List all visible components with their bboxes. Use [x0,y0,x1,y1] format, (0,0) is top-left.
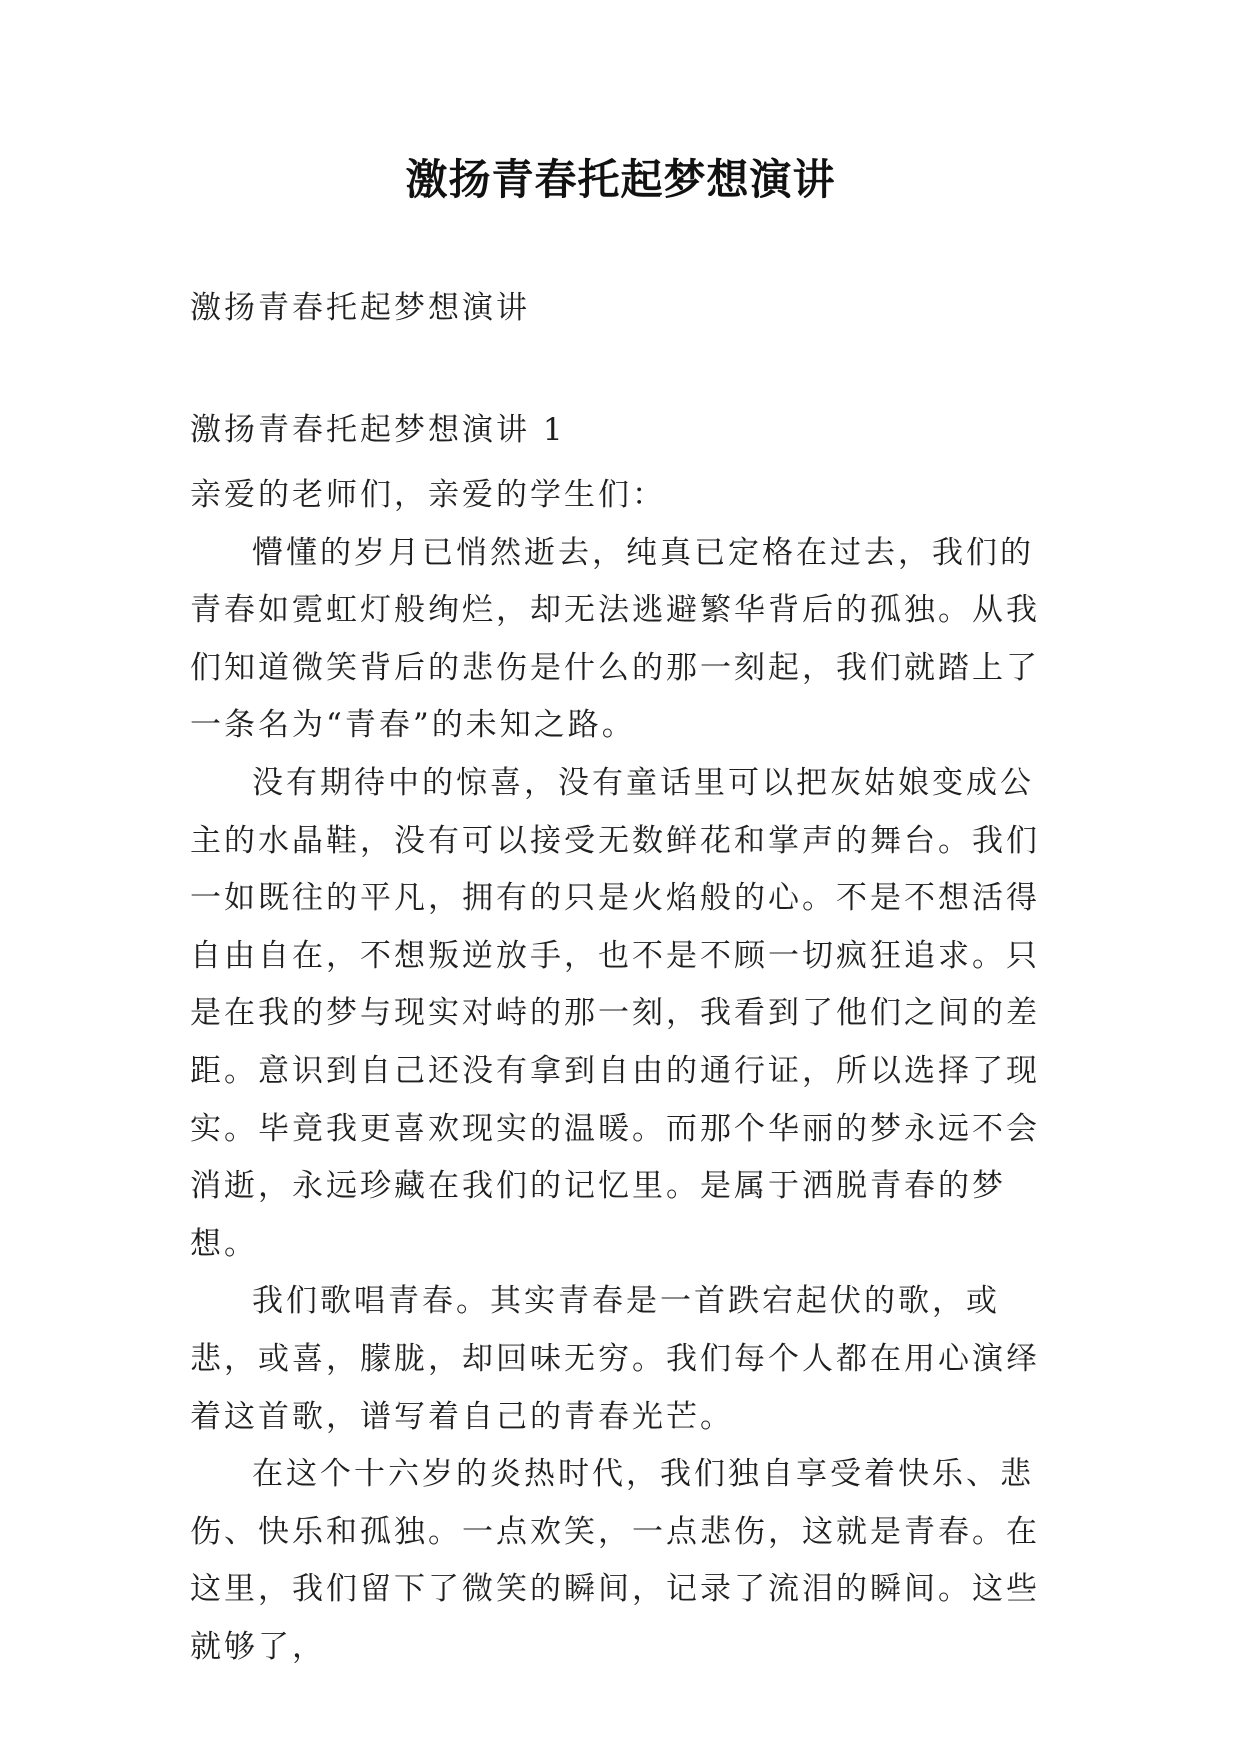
salutation: 亲爱的老师们，亲爱的学生们： [190,477,666,513]
paragraph: 我们歌唱青春。其实青春是一首跌宕起伏的歌，或悲，或喜，朦胧，却回味无穷。我们每个人都在用心演绎着这首歌，谱写着自己的青春光芒。 [190,1283,1040,1435]
document-subtitle: 激扬青春托起梦想演讲 [190,290,530,326]
page-title: 激扬青春托起梦想演讲 [405,155,836,204]
speech-body [190,467,1060,1676]
paragraph: 懵懂的岁月已悄然逝去，纯真已定格在过去，我们的青春如霓虹灯般绚烂，却无法逃避繁华背后的孤独。从我们知道微笑背后的悲伤是什么的那一刻起，我们就踏上了一条名为“青春”的未知之路。 [190,534,1040,744]
section-heading: 激扬青春托起梦想演讲 1 [190,412,566,448]
paragraph: 没有期待中的惊喜，没有童话里可以把灰姑娘变成公主的水晶鞋，没有可以接受无数鲜花和掌声的舞台。我们一如既往的平凡，拥有的只是火焰般的心。不是不想活得自由自在，不想叛逆放手，也不是不顾一切疯狂追求。只是在我的梦与现实对峙的那一刻，我看到了他们之间的差距。意识到自己还没有拿到自由的通行证，所以选择了现实。毕竟我更喜欢现实的温暖。而那个华丽的梦永远不会消逝，永远珍藏在我们的记忆里。是属于洒脱青春的梦想。 [190,764,1040,1262]
paragraph: 在这个十六岁的炎热时代，我们独自享受着快乐、悲伤、快乐和孤独。一点欢笑，一点悲伤，这就是青春。在这里，我们留下了微笑的瞬间，记录了流泪的瞬间。这些就够了， [190,1456,1040,1665]
